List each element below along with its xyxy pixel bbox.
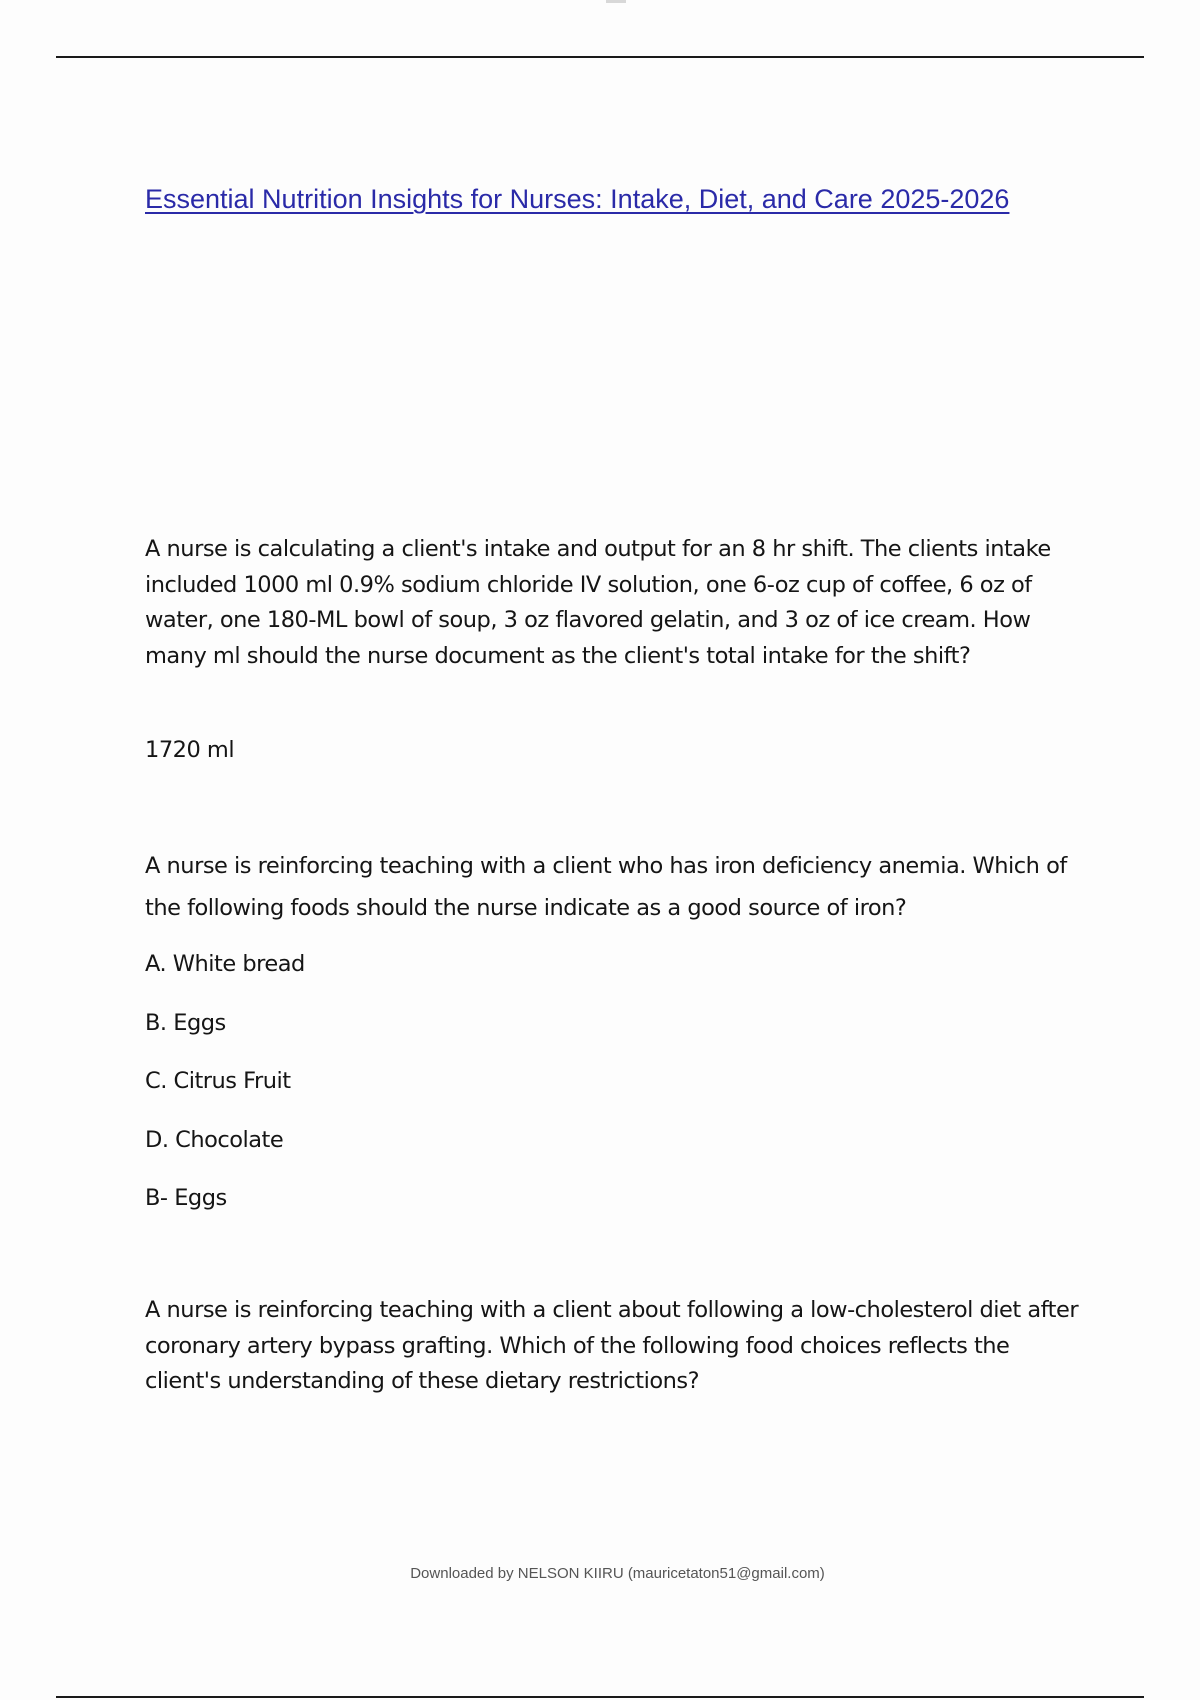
- question-2-option-d: D. Chocolate: [145, 1127, 284, 1153]
- download-footer: Downloaded by NELSON KIIRU (mauricetaton51@gmail.com): [410, 1565, 825, 1582]
- question-2-option-c: C. Citrus Fruit: [145, 1068, 291, 1094]
- top-mark: [606, 0, 626, 3]
- document-title-link[interactable]: Essential Nutrition Insights for Nurses: Intake, Diet, and Care 2025-2026: [145, 184, 1010, 214]
- bottom-divider: [56, 1696, 1144, 1698]
- question-2-option-b: B. Eggs: [145, 1010, 226, 1036]
- question-2-option-a: A. White bread: [145, 951, 305, 977]
- question-2-text: A nurse is reinforcing teaching with a client who has iron deficiency anemia. Which of the following foods should the nurse indicate as a good source of iron?: [145, 853, 1067, 921]
- question-3-text: A nurse is reinforcing teaching with a client about following a low-cholesterol diet after coronary artery bypass grafting. Which of the following food choices reflects the client's understanding of these dietary restrictions?: [145, 1297, 1079, 1394]
- top-divider: [56, 56, 1144, 58]
- question-1-answer: 1720 ml: [145, 737, 235, 763]
- question-1-text: A nurse is calculating a client's intake and output for an 8 hr shift. The clients intake included 1000 ml 0.9% sodium chloride IV solution, one 6-oz cup of coffee, 6 oz of water, one 180-ML bowl of soup, 3 oz flavored gelatin, and 3 oz of ice cream. How many ml should the nurse document as the client's total intake for the shift?: [145, 536, 1051, 669]
- question-2-answer: B- Eggs: [145, 1185, 227, 1211]
